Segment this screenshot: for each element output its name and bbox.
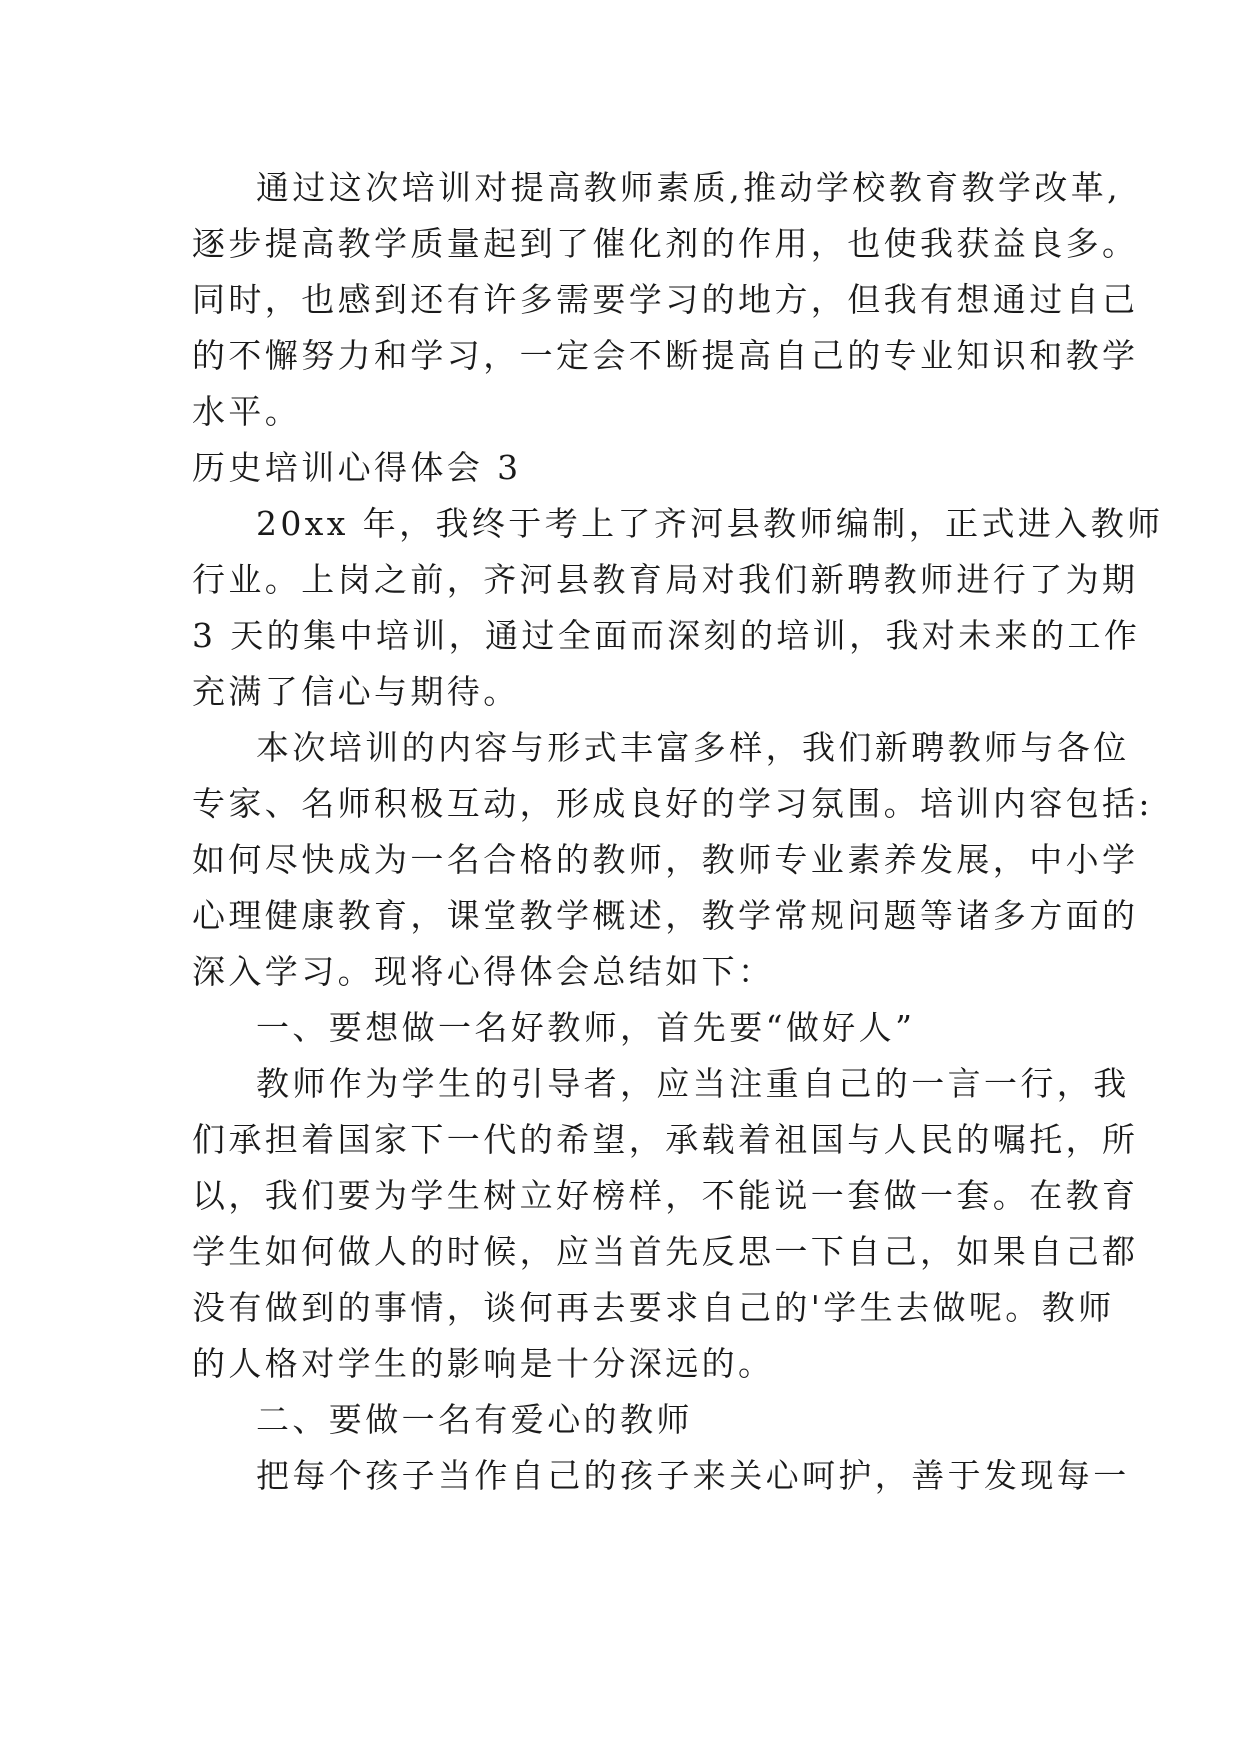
- paragraph-line: 没有做到的事情，谈何再去要求自己的'学生去做呢。教师: [192, 1288, 1115, 1327]
- paragraph-line: 充满了信心与期待。: [192, 672, 520, 711]
- paragraph-line: 同时，也感到还有许多需要学习的地方，但我有想通过自己: [192, 280, 1139, 319]
- section-title: 历史培训心得体会 3: [192, 448, 522, 487]
- paragraph-line: 逐步提高教学质量起到了催化剂的作用，也使我获益良多。: [192, 224, 1139, 263]
- paragraph-line: 心理健康教育，课堂教学概述，教学常规问题等诸多方面的: [192, 896, 1139, 935]
- paragraph-line: 行业。上岗之前，齐河县教育局对我们新聘教师进行了为期: [192, 560, 1139, 599]
- subheading: 二、要做一名有爱心的教师: [256, 1400, 693, 1439]
- subheading: 一、要想做一名好教师，首先要“做好人”: [256, 1008, 916, 1047]
- paragraph-line: 3 天的集中培训，通过全面而深刻的培训，我对未来的工作: [192, 616, 1141, 655]
- paragraph-line: 水平。: [192, 392, 302, 431]
- paragraph-line: 深入学习。现将心得体会总结如下：: [192, 952, 775, 991]
- paragraph-line: 把每个孩子当作自己的孩子来关心呵护，善于发现每一: [256, 1456, 1130, 1495]
- paragraph-line: 的人格对学生的影响是十分深远的。: [192, 1344, 775, 1383]
- paragraph-line: 如何尽快成为一名合格的教师，教师专业素养发展，中小学: [192, 840, 1139, 879]
- paragraph-line: 以，我们要为学生树立好榜样，不能说一套做一套。在教育: [192, 1176, 1139, 1215]
- paragraph-line: 20xx 年，我终于考上了齐河县教师编制，正式进入教师: [256, 504, 1164, 543]
- paragraph-line: 本次培训的内容与形式丰富多样，我们新聘教师与各位: [256, 728, 1130, 767]
- paragraph-line: 学生如何做人的时候，应当首先反思一下自己，如果自己都: [192, 1232, 1139, 1271]
- paragraph-line: 通过这次培训对提高教师素质,推动学校教育教学改革,: [256, 168, 1121, 207]
- paragraph-line: 专家、名师积极互动，形成良好的学习氛围。培训内容包括:: [192, 784, 1153, 823]
- paragraph-line: 们承担着国家下一代的希望，承载着祖国与人民的嘱托，所: [192, 1120, 1139, 1159]
- paragraph-line: 教师作为学生的引导者，应当注重自己的一言一行，我: [256, 1064, 1130, 1103]
- paragraph-line: 的不懈努力和学习，一定会不断提高自己的专业知识和教学: [192, 336, 1139, 375]
